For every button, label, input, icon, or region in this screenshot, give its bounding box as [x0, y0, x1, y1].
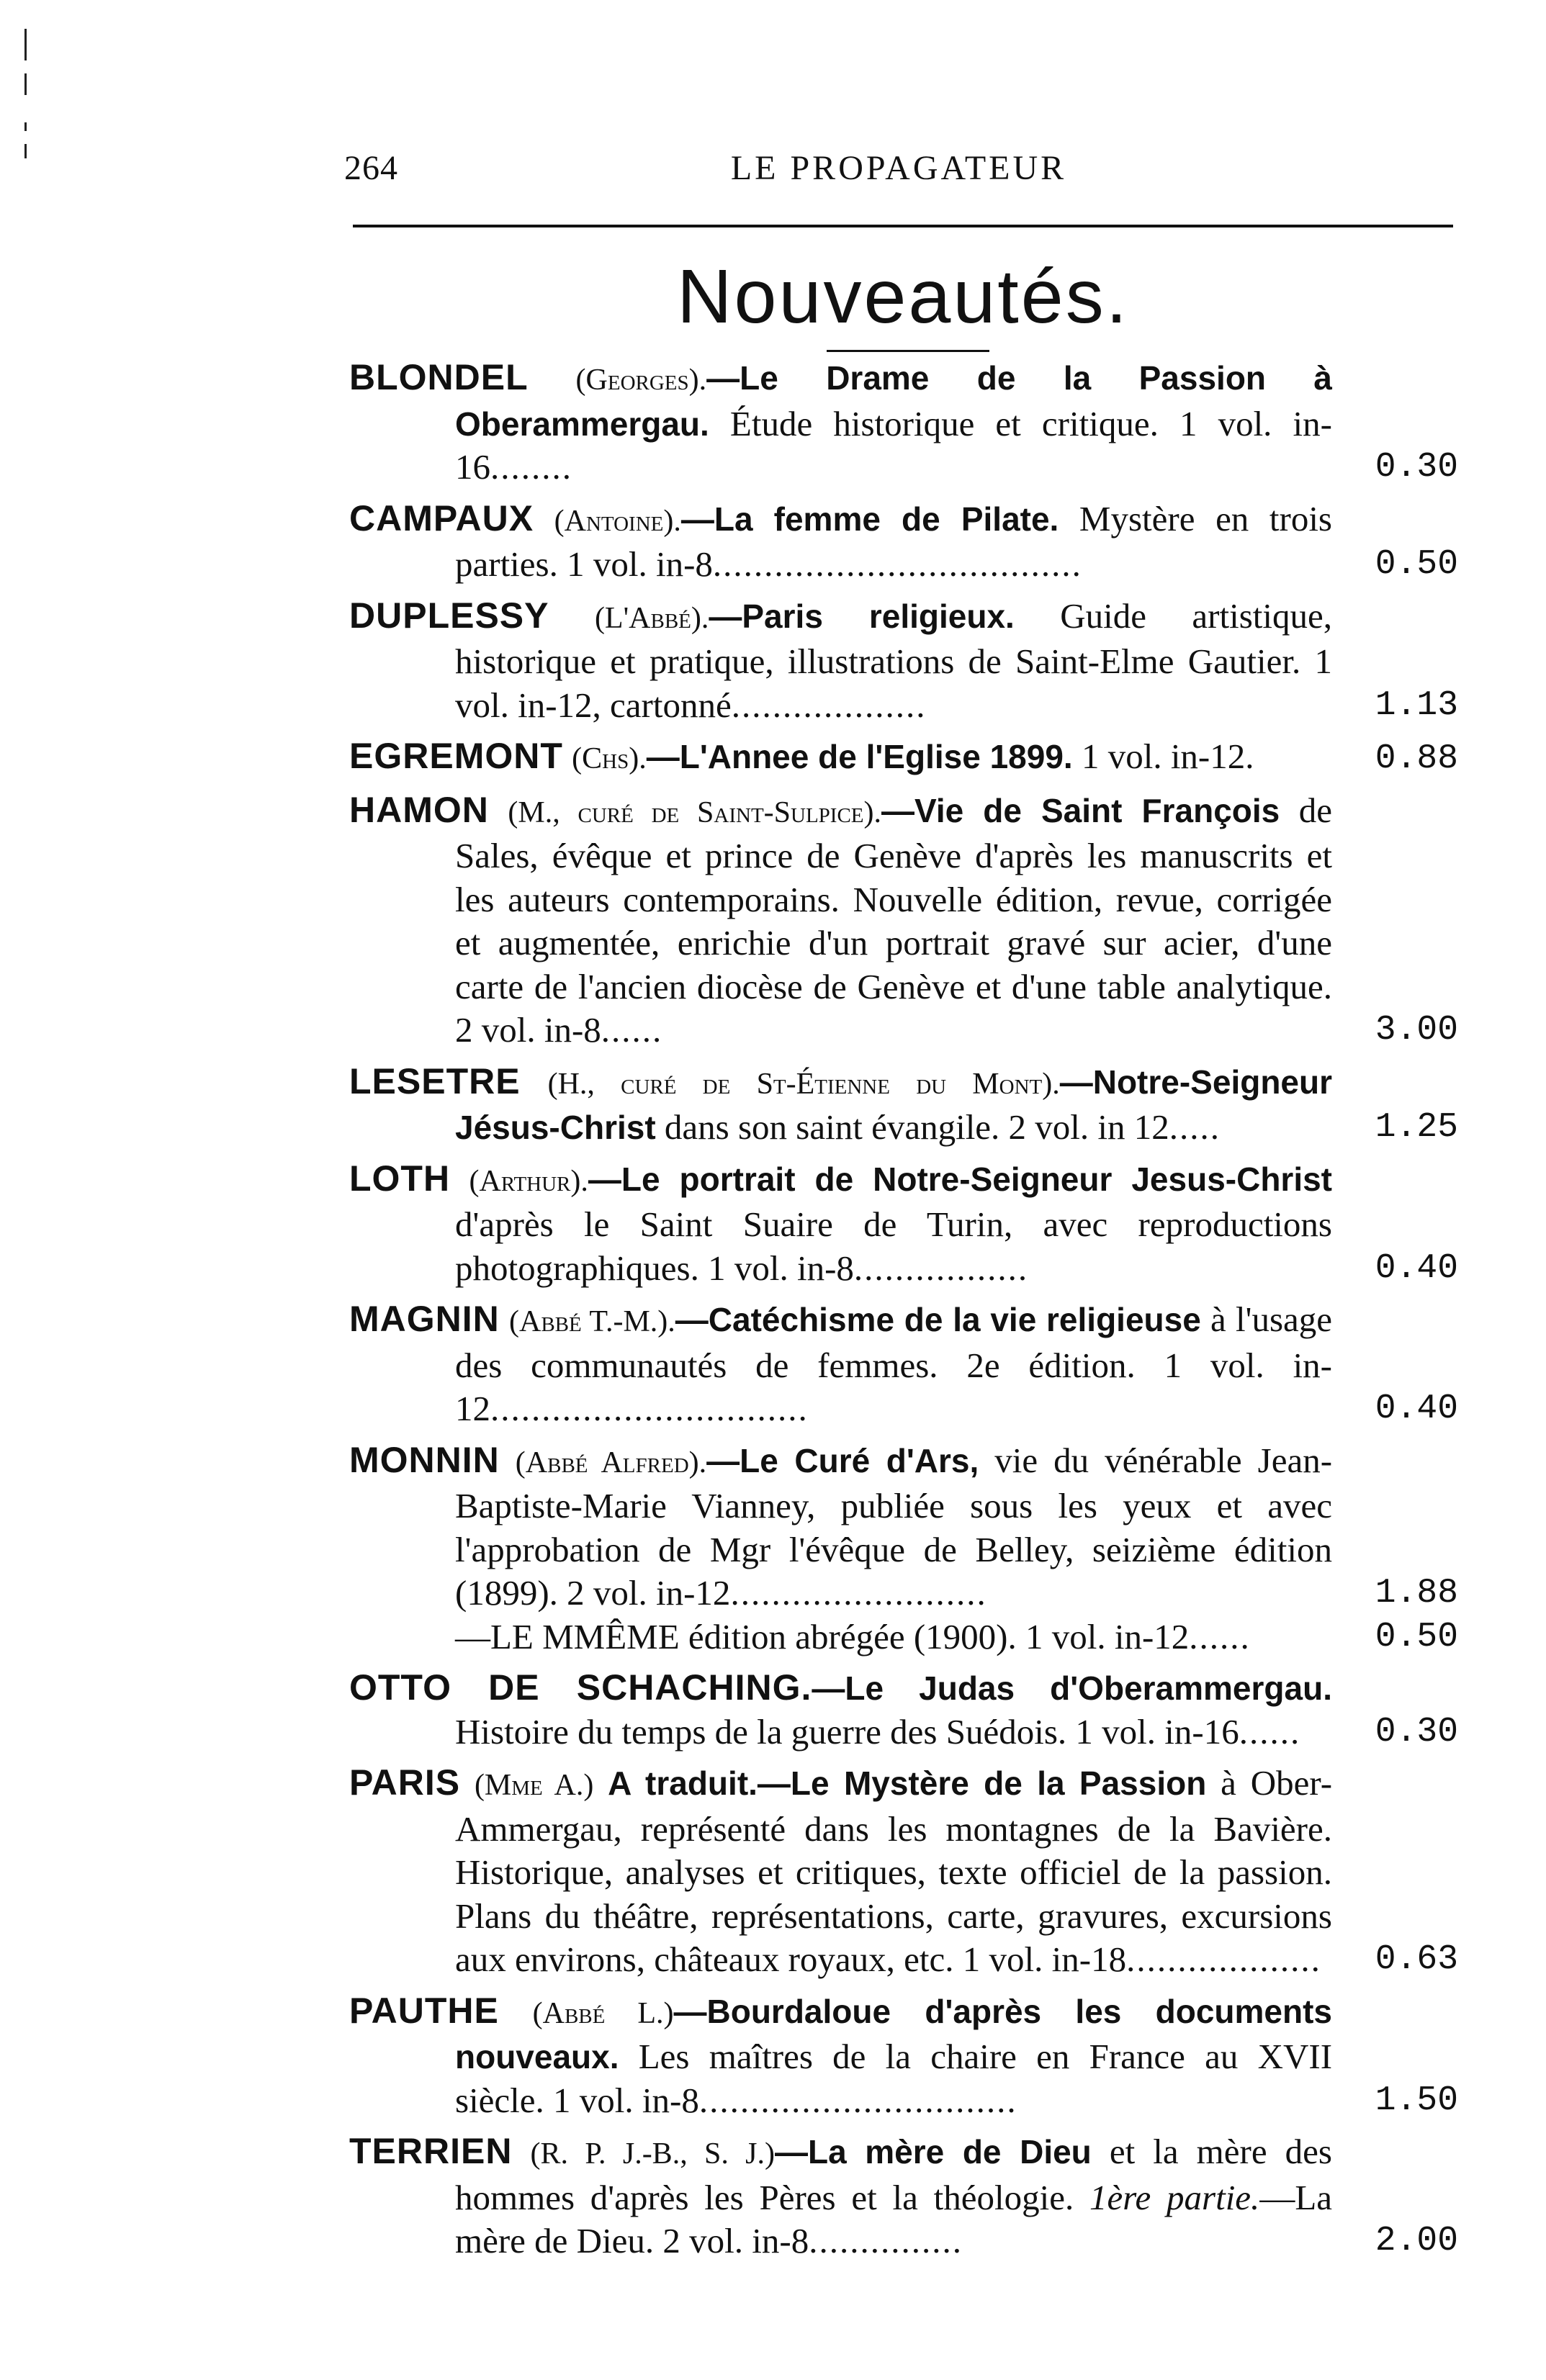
- entry-leader-dots: ........: [490, 447, 572, 487]
- entry-description: Les maîtres de la chaire en France au XVII siècle. 1 vol. in-8: [455, 2037, 1333, 2120]
- catalog-entry: [349, 1060, 1458, 1150]
- entry-leader-dots: .........................: [730, 1573, 987, 1613]
- entry-qualifier: (Georges).: [575, 364, 707, 397]
- entry-leader-dots: ......: [1239, 1711, 1301, 1752]
- entry-qualifier: (Mme A.): [474, 1769, 594, 1802]
- entry-title: —La femme de Pilate.: [680, 500, 1059, 538]
- catalog-entries: [349, 356, 1458, 2271]
- entry-author: OTTO DE SCHACHING.: [349, 1667, 812, 1708]
- entry-title: —Le Judas d'Oberammergau.: [812, 1669, 1332, 1707]
- entry-leader-dots: ...................: [1126, 1939, 1321, 1979]
- entry-price: 0.40: [1375, 1248, 1458, 1288]
- entry-qualifier: (Abbé T.-M.).: [509, 1305, 675, 1338]
- entry-leader-dots: ....................................: [712, 544, 1082, 584]
- catalog-sub-entry: [349, 1615, 1458, 1659]
- entry-description: 1 vol. in-12.: [1081, 736, 1254, 776]
- entry-leader-dots: ......: [601, 1010, 663, 1050]
- entry-title: —Catéchisme de la vie religieuse: [675, 1301, 1201, 1338]
- entry-qualifier: (Abbé L.): [532, 1996, 674, 2030]
- entry-description: et la mère des hommes d'après les Pères et la théologie.: [455, 2132, 1332, 2217]
- entry-author: BLONDEL: [349, 357, 529, 397]
- page-number: 264: [344, 149, 398, 187]
- entry-leader-dots: ...................: [731, 685, 927, 725]
- entry-price: 0.30: [1375, 448, 1458, 487]
- entry-description: de Sales, évêque et prince de Genève d'après les manuscrits et les auteurs contemporains. Nouvelle édition, revue, corrigée et augmentée, enrichie d'un portrait gravé sur acier, d'une carte de l'ancien diocèse de Genève et d'une table analytique. 2 vol. in-8: [455, 790, 1333, 1050]
- entry-price: 3.00: [1375, 1011, 1458, 1050]
- entry-author: CAMPAUX: [349, 497, 534, 538]
- entry-price: 0.88: [1375, 739, 1458, 778]
- catalog-entry: [349, 1297, 1458, 1431]
- entry-description-continued: —La mère de Dieu. 2 vol. in-8: [455, 2177, 1332, 2260]
- entry-price: 0.63: [1375, 1940, 1458, 1979]
- entry-leader-dots: ...............................: [490, 1389, 809, 1428]
- catalog-entry: [349, 1989, 1458, 2123]
- entry-leader-dots: ...............: [809, 2221, 963, 2260]
- entry-price: 0.30: [1375, 1712, 1458, 1752]
- entry-price: 1.25: [1375, 1108, 1458, 1147]
- entry-price: 1.88: [1375, 1574, 1458, 1613]
- entry-title: —Paris religieux.: [709, 597, 1015, 635]
- entry-title: A traduit.—Le Mystère de la Passion: [608, 1764, 1207, 1802]
- entry-author: HAMON: [349, 789, 489, 830]
- entry-author: TERRIEN: [349, 2131, 513, 2171]
- catalog-entry: [349, 788, 1458, 1052]
- entry-qualifier: (Antoine).: [554, 504, 681, 538]
- entry-description: Étude historique et critique. 1 vol. in-16: [455, 403, 1332, 487]
- entry-author: PARIS: [349, 1762, 461, 1803]
- entry-author: MAGNIN: [349, 1299, 500, 1339]
- entry-qualifier: (M., curé de Saint-Sulpice).: [508, 795, 881, 829]
- entry-qualifier: (R. P. J.-B., S. J.): [530, 2137, 775, 2171]
- entry-description: Guide artistique, historique et pratique, illustrations de Saint-Elme Gautier. 1 vol. in-12, cartonné: [455, 595, 1333, 725]
- entry-description: à l'usage des communautés de femmes. 2e édition. 1 vol. in-12: [455, 1299, 1333, 1428]
- entry-title: —Bourdaloue d'après les documents nouveaux.: [455, 1992, 1333, 2075]
- catalog-entry: [349, 734, 1458, 781]
- entry-description: vie du vénérable Jean-Baptiste-Marie Vianney, publiée sous les yeux et avec l'approbation de Mgr l'évêque de Belley, seizième édition (1899). 2 vol. in-12: [455, 1440, 1333, 1613]
- entry-qualifier: (Abbé Alfred).: [515, 1446, 707, 1479]
- entry-title: —Le Curé d'Ars,: [706, 1441, 979, 1479]
- catalog-entry: [349, 594, 1458, 728]
- entry-author: EGREMONT: [349, 736, 563, 776]
- entry-title: —La mère de Dieu: [775, 2133, 1092, 2171]
- entry-author: DUPLESSY: [349, 595, 549, 636]
- entry-description: Mystère en trois parties. 1 vol. in-8: [455, 498, 1333, 584]
- running-title: LE PROPAGATEUR: [730, 149, 1067, 187]
- entry-title: —Vie de Saint François: [881, 791, 1280, 829]
- sub-entry-leader-dots: ......: [1189, 1616, 1251, 1656]
- entry-qualifier: (L'Abbé).: [594, 601, 709, 635]
- catalog-entry: [349, 1761, 1458, 1982]
- catalog-entry: [349, 356, 1458, 490]
- entry-price: 0.40: [1375, 1389, 1458, 1428]
- entry-price: 1.13: [1375, 685, 1458, 725]
- header-rule: [353, 225, 1453, 227]
- entry-price: 0.50: [1375, 545, 1458, 584]
- entry-leader-dots: ...............................: [698, 2080, 1017, 2120]
- entry-title: —L'Annee de l'Eglise 1899.: [646, 738, 1073, 775]
- entry-description: Histoire du temps de la guerre des Suédois. 1 vol. in-16: [455, 1711, 1239, 1752]
- margin-marks: [24, 29, 29, 158]
- entry-description: d'après le Saint Suaire de Turin, avec reproductions photographiques. 1 vol. in-8: [455, 1204, 1332, 1288]
- section-title: Nouveautés.: [677, 254, 1130, 339]
- entry-price: 1.50: [1375, 2081, 1458, 2120]
- catalog-entry: [349, 2129, 1458, 2263]
- entry-title: —Notre-Seigneur Jésus-Christ: [455, 1063, 1332, 1146]
- entry-title: —Le portrait de Notre-Seigneur Jesus-Christ: [588, 1160, 1333, 1198]
- entry-part-label: 1ère partie.: [1089, 2177, 1260, 2217]
- entry-leader-dots: .................: [853, 1248, 1029, 1288]
- entry-author: LOTH: [349, 1158, 451, 1199]
- catalog-entry: [349, 497, 1458, 587]
- entry-price: 2.00: [1375, 2222, 1458, 2260]
- entry-title: —Le Drame de la Passion à Oberammergau.: [455, 359, 1333, 443]
- entry-qualifier: (Chs).: [572, 742, 647, 775]
- catalog-entry: [349, 1157, 1458, 1291]
- entry-description: dans son saint évangile. 2 vol. in 12: [664, 1107, 1169, 1147]
- page-header: [344, 148, 1453, 199]
- title-rule: [827, 350, 989, 352]
- entry-author: LESETRE: [349, 1060, 521, 1101]
- entry-qualifier: (Arthur).: [469, 1164, 588, 1198]
- sub-entry-text: —LE MMÊME édition abrégée (1900). 1 vol. in-12: [455, 1616, 1190, 1656]
- catalog-entry: [349, 1438, 1458, 1615]
- entry-leader-dots: .....: [1169, 1107, 1221, 1147]
- catalog-entry: [349, 1666, 1458, 1754]
- sub-entry-price: 0.50: [1375, 1617, 1458, 1656]
- entry-author: PAUTHE: [349, 1990, 499, 2031]
- entry-description: à Ober-Ammergau, représenté dans les montagnes de la Bavière. Historique, analyses et critiques, texte officiel de la passion. Plans du théâtre, représentations, carte, gravures, excursions aux environs, châteaux royaux, etc. 1 vol. in-18: [455, 1763, 1333, 1979]
- entry-author: MONNIN: [349, 1439, 500, 1480]
- entry-qualifier: (H., curé de St-Étienne du Mont).: [547, 1067, 1060, 1101]
